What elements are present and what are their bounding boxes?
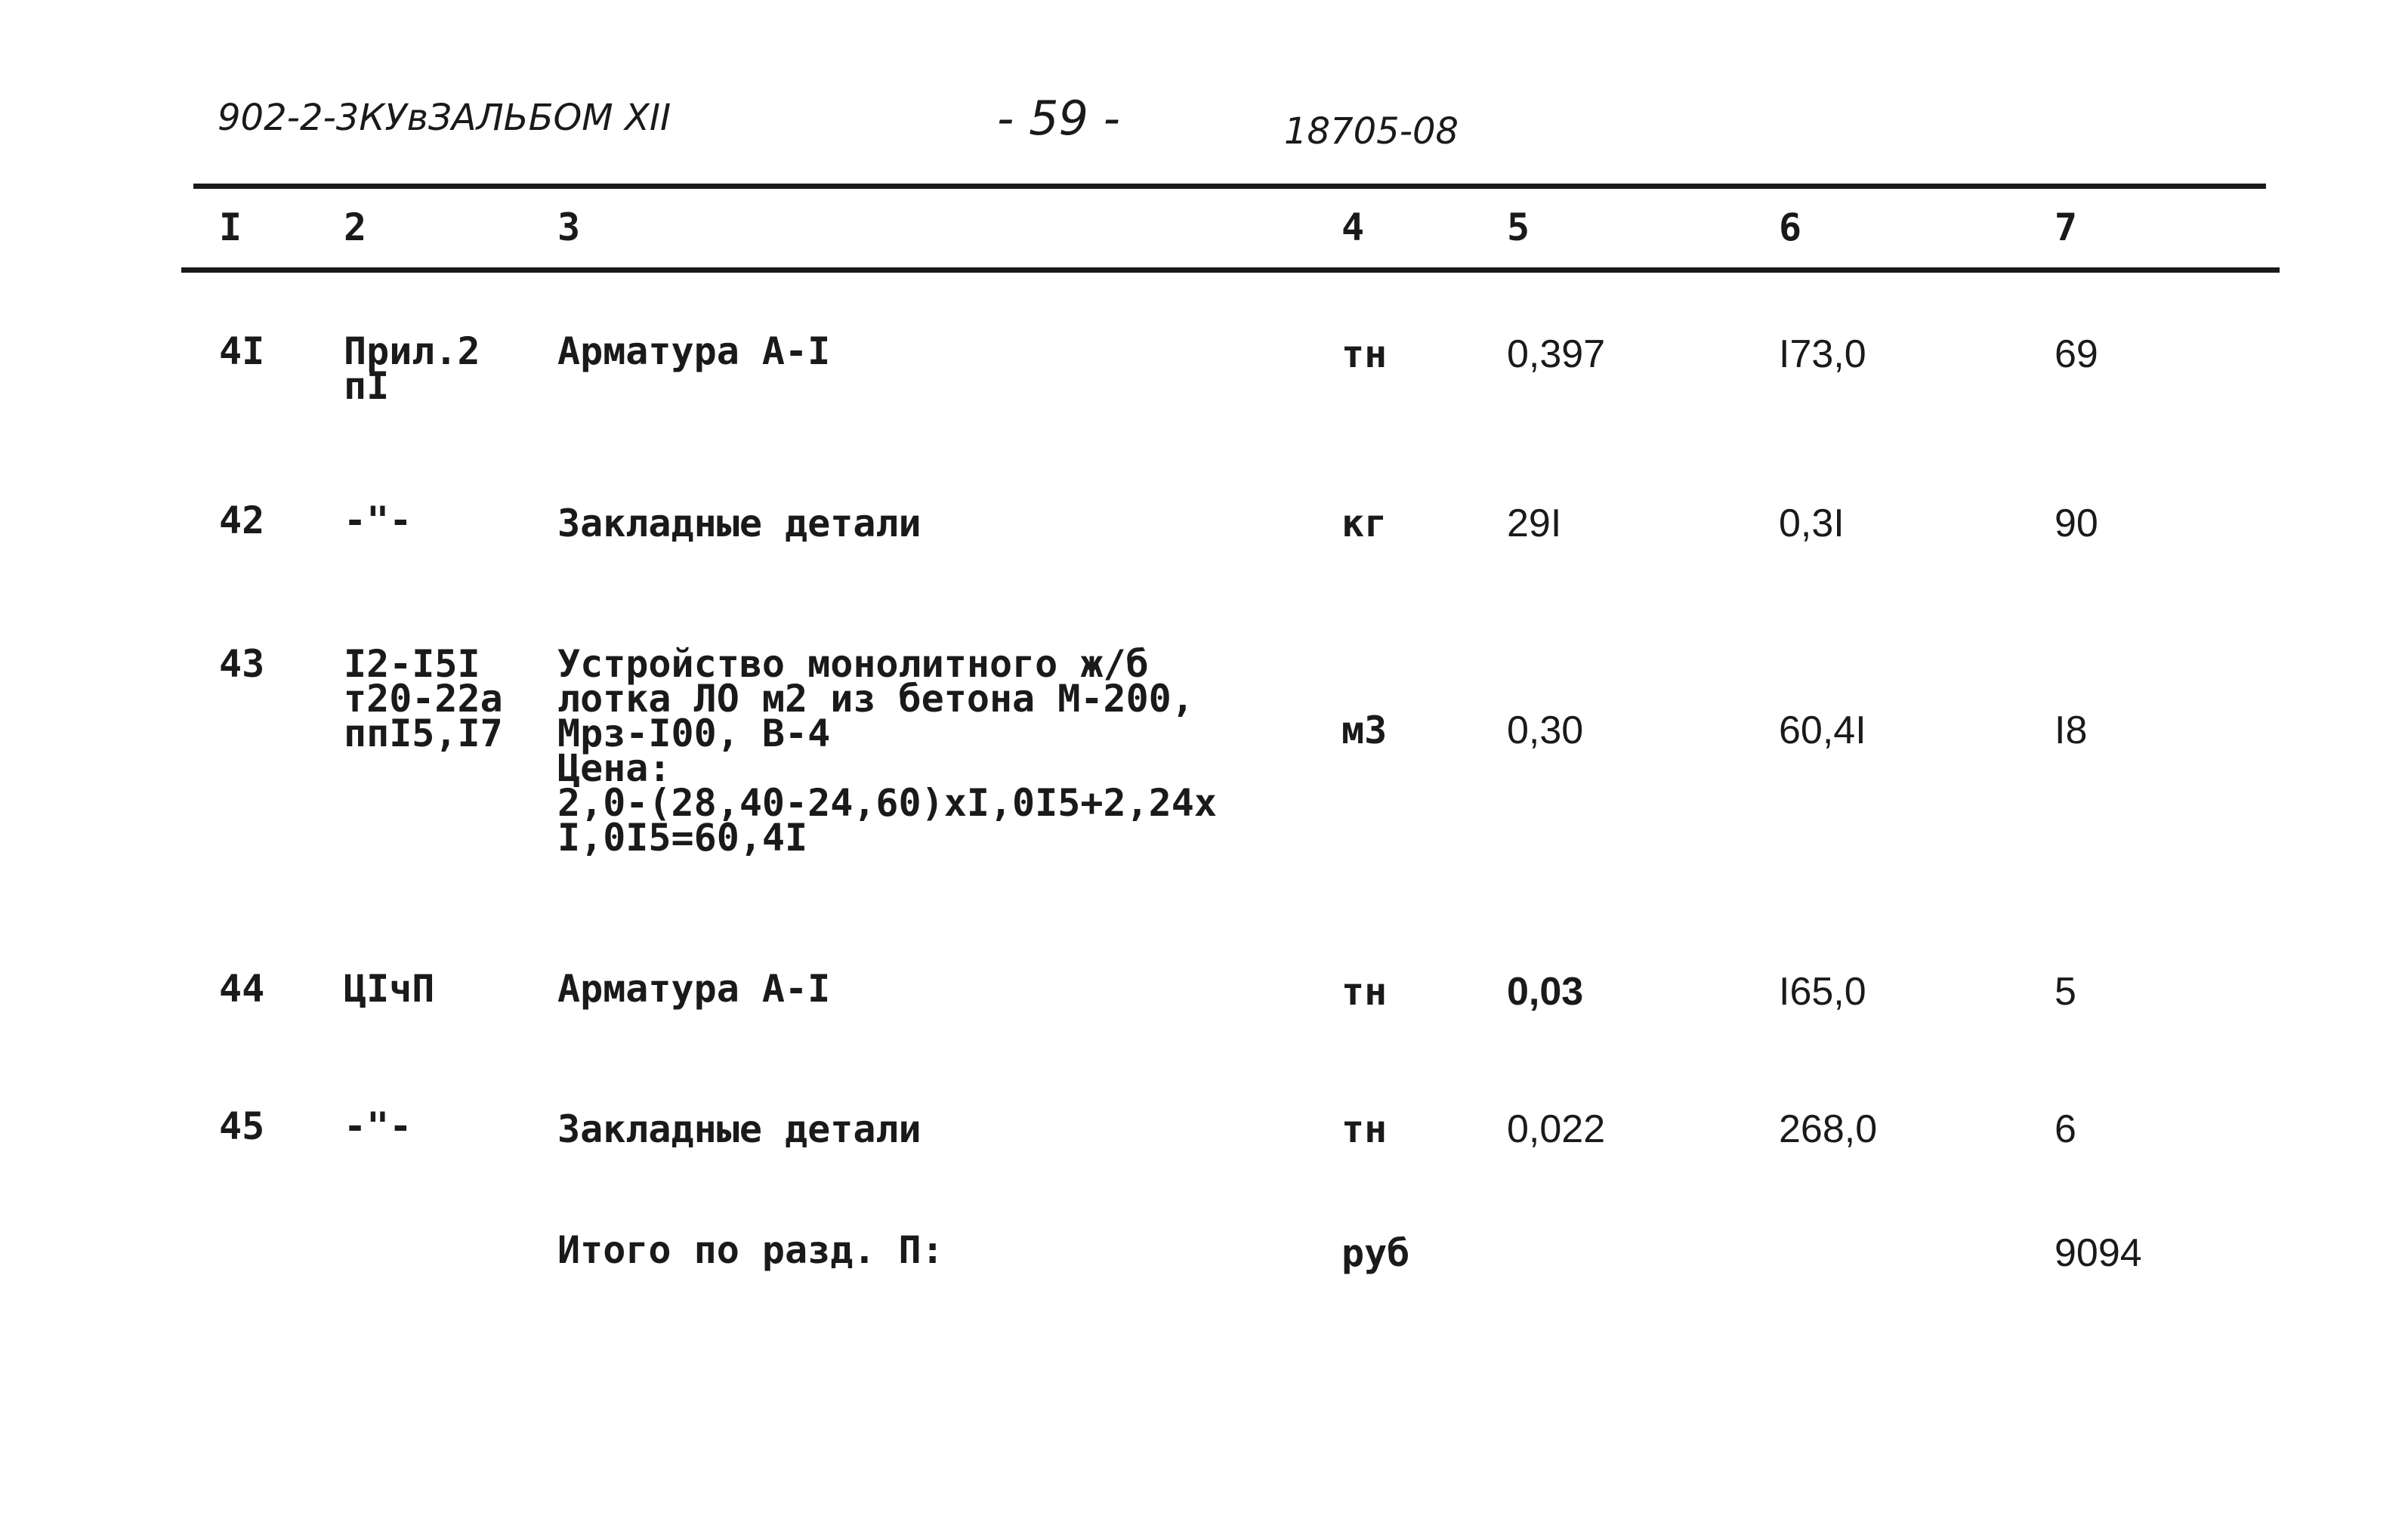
- row-43-price: 60,4I: [1779, 709, 1866, 752]
- row-45-ref: -"-: [344, 1104, 412, 1148]
- row-43-ref: I2-I5I т20-22а ппI5,I7: [344, 642, 503, 755]
- row-44-qty: 0,03: [1507, 970, 1584, 1014]
- row-41-number: 4I: [219, 329, 265, 373]
- summary-total: 9094: [2055, 1231, 2142, 1275]
- column-header-4: 4: [1341, 205, 1365, 249]
- row-42-unit: кг: [1341, 502, 1388, 545]
- column-header-7: 7: [2055, 205, 2078, 249]
- row-44-ref: ЦIчП: [344, 967, 435, 1011]
- row-45-price: 268,0: [1779, 1107, 1878, 1151]
- document-code: 902-2-3КУвЗАЛЬБОМ ХІІ: [218, 97, 671, 139]
- row-43-unit: м3: [1341, 709, 1388, 752]
- row-42-qty: 29I: [1507, 502, 1562, 545]
- summary-unit: руб: [1341, 1231, 1410, 1275]
- row-41-qty: 0,397: [1507, 332, 1606, 376]
- row-41-ref: Прил.2 пI: [344, 329, 480, 408]
- row-44-name: Арматура А-I: [557, 967, 831, 1011]
- row-43-name: Устройство монолитного ж/б лотка ЛО м2 из бетона М-200, Мрз-I00, В-4 Цена: 2,0-(28,40-24,60)хI,0I5+2,24х I,0I5=60,4I: [557, 642, 1217, 860]
- document-number: 18705-08: [1284, 110, 1459, 153]
- row-43-qty: 0,30: [1507, 709, 1584, 752]
- column-header-3: 3: [557, 205, 581, 249]
- row-45-name: Закладные детали: [557, 1107, 922, 1151]
- row-41-price: I73,0: [1779, 332, 1866, 376]
- table-header-rule: [181, 267, 2280, 273]
- row-45-qty: 0,022: [1507, 1107, 1606, 1151]
- row-44-unit: тн: [1341, 970, 1388, 1014]
- row-42-price: 0,3I: [1779, 502, 1845, 545]
- row-42-ref: -"-: [344, 499, 412, 542]
- row-45-number: 45: [219, 1104, 265, 1148]
- row-42-name: Закладные детали: [557, 502, 922, 545]
- row-45-total: 6: [2055, 1107, 2076, 1151]
- row-41-name: Арматура А-I: [557, 329, 831, 373]
- table-top-rule: [193, 184, 2266, 189]
- row-44-price: I65,0: [1779, 970, 1866, 1014]
- row-43-total: I8: [2055, 709, 2088, 752]
- row-44-total: 5: [2055, 970, 2076, 1014]
- column-header-5: 5: [1507, 205, 1530, 249]
- summary-label: Итого по разд. П:: [557, 1228, 944, 1272]
- column-header-2: 2: [344, 205, 367, 249]
- row-44-number: 44: [219, 967, 265, 1011]
- row-42-total: 90: [2055, 502, 2098, 545]
- row-45-unit: тн: [1341, 1107, 1388, 1151]
- row-42-number: 42: [219, 499, 265, 542]
- row-43-number: 43: [219, 642, 265, 686]
- row-41-unit: тн: [1341, 332, 1388, 376]
- row-41-total: 69: [2055, 332, 2098, 376]
- column-header-6: 6: [1779, 205, 1802, 249]
- page-number: - 59 -: [997, 91, 1121, 146]
- column-header-1: I: [219, 205, 242, 249]
